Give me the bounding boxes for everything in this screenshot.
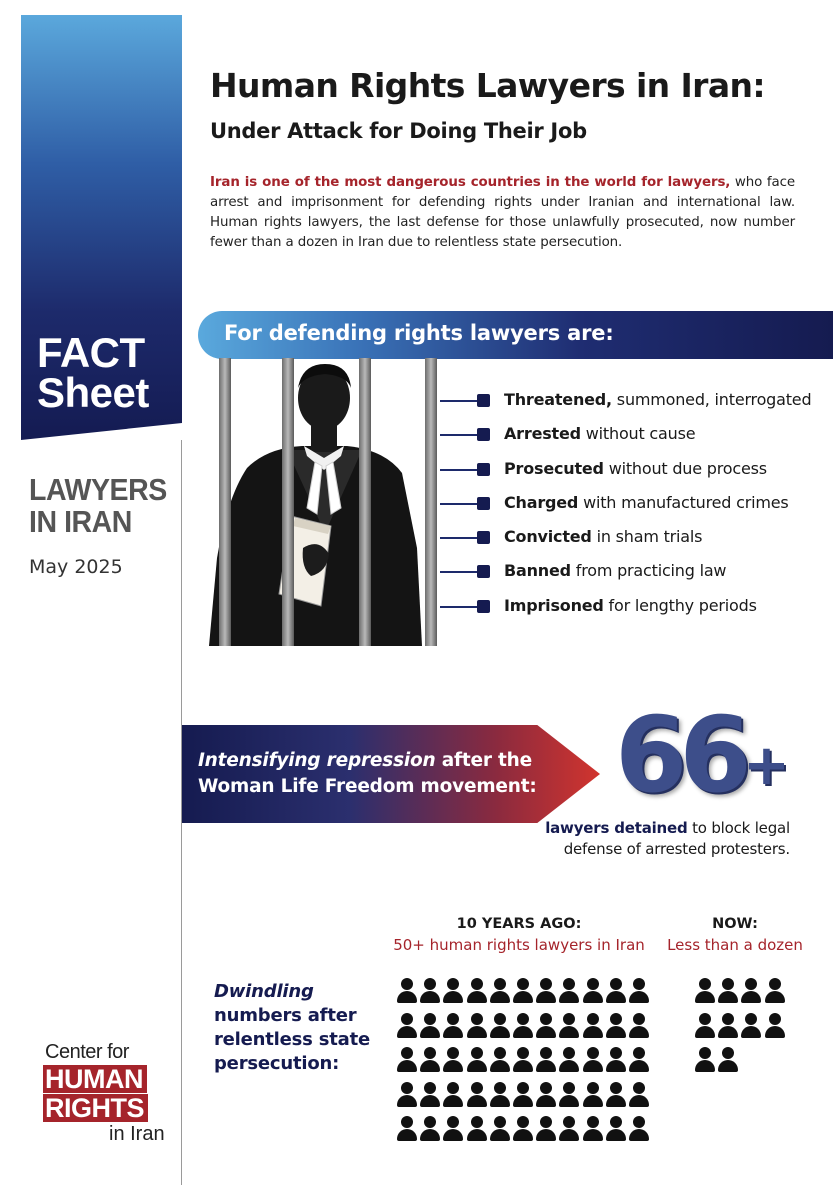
detained-caption: lawyers detained to block legal defense of arrested protesters. bbox=[545, 819, 790, 858]
bullet-square-icon bbox=[477, 497, 490, 510]
intro-highlight: Iran is one of the most dangerous countries in the world for lawyers, bbox=[210, 175, 731, 190]
detained-count-plus: + bbox=[743, 733, 790, 798]
person-icon bbox=[559, 976, 579, 1004]
chri-logo: Center for HUMAN RIGHTS in Iran bbox=[45, 1041, 165, 1145]
person-icon bbox=[490, 1011, 510, 1039]
persecution-item-charged: Charged with manufactured crimes bbox=[440, 491, 830, 525]
person-icon bbox=[606, 1045, 626, 1073]
bullet-square-icon bbox=[477, 600, 490, 613]
person-icon bbox=[443, 1011, 463, 1039]
person-icon bbox=[583, 1011, 603, 1039]
intro-paragraph bbox=[210, 173, 795, 253]
person-icon bbox=[443, 1114, 463, 1142]
person-icon bbox=[583, 1114, 603, 1142]
series-title: LAWYERS IN IRAN bbox=[29, 472, 167, 539]
now-lawyers-grid bbox=[695, 976, 788, 1080]
persecution-item-threatened: Threatened, summoned, interrogated bbox=[440, 388, 830, 422]
person-icon bbox=[536, 1045, 556, 1073]
person-icon bbox=[443, 976, 463, 1004]
person-icon bbox=[467, 1080, 487, 1108]
person-icon bbox=[420, 1045, 440, 1073]
person-icon bbox=[606, 1011, 626, 1039]
person-icon bbox=[629, 1080, 649, 1108]
person-icon bbox=[467, 1011, 487, 1039]
person-icon bbox=[467, 1114, 487, 1142]
person-icon bbox=[583, 1045, 603, 1073]
publication-date: May 2025 bbox=[29, 556, 123, 578]
person-icon bbox=[420, 1011, 440, 1039]
person-icon bbox=[629, 1114, 649, 1142]
person-icon bbox=[583, 976, 603, 1004]
person-icon bbox=[397, 976, 417, 1004]
person-icon bbox=[420, 976, 440, 1004]
person-icon bbox=[695, 1011, 715, 1039]
persecution-list bbox=[440, 388, 830, 628]
bullet-square-icon bbox=[477, 463, 490, 476]
person-icon bbox=[629, 1045, 649, 1073]
past-lawyers-grid bbox=[397, 976, 652, 1149]
fact-sheet-title: FACT Sheet bbox=[37, 329, 149, 416]
person-icon bbox=[420, 1080, 440, 1108]
persecution-item-arrested: Arrested without cause bbox=[440, 422, 830, 456]
person-icon bbox=[397, 1011, 417, 1039]
person-icon bbox=[606, 1080, 626, 1108]
person-icon bbox=[513, 1045, 533, 1073]
person-icon bbox=[606, 1114, 626, 1142]
person-icon bbox=[536, 1080, 556, 1108]
past-column-header: 10 YEARS AGO: 50+ human rights lawyers in Iran bbox=[393, 916, 645, 954]
dwindling-label: Dwindling numbers after relentless state persecution: bbox=[214, 981, 371, 1074]
person-icon bbox=[513, 1011, 533, 1039]
bullet-square-icon bbox=[477, 565, 490, 578]
person-icon bbox=[629, 1011, 649, 1039]
person-icon bbox=[559, 1045, 579, 1073]
person-icon bbox=[765, 976, 785, 1004]
person-icon bbox=[718, 976, 738, 1004]
detained-count: 66 bbox=[615, 694, 744, 816]
person-icon bbox=[397, 1045, 417, 1073]
person-icon bbox=[536, 976, 556, 1004]
person-icon bbox=[490, 1080, 510, 1108]
person-icon bbox=[536, 1114, 556, 1142]
person-icon bbox=[443, 1080, 463, 1108]
person-icon bbox=[606, 976, 626, 1004]
intro-rest: who face arrest and imprisonment for defending rights under Iranian and international law. Human rights lawyers, the last defense for those unlawfully prosecuted, now number fewer than a dozen in Iran due to relentless state persecution. bbox=[210, 175, 796, 250]
person-icon bbox=[583, 1080, 603, 1108]
person-icon bbox=[718, 1011, 738, 1039]
sidebar-divider bbox=[181, 440, 182, 1185]
person-icon bbox=[559, 1011, 579, 1039]
persecution-item-imprisoned: Imprisoned for lengthy periods bbox=[440, 594, 830, 628]
persecution-item-prosecuted: Prosecuted without due process bbox=[440, 457, 830, 491]
person-icon bbox=[513, 1114, 533, 1142]
bullet-square-icon bbox=[477, 394, 490, 407]
person-icon bbox=[467, 976, 487, 1004]
person-icon bbox=[741, 976, 761, 1004]
person-icon bbox=[397, 1114, 417, 1142]
bullet-square-icon bbox=[477, 531, 490, 544]
person-icon bbox=[695, 976, 715, 1004]
person-icon bbox=[536, 1011, 556, 1039]
person-icon bbox=[741, 1011, 761, 1039]
person-icon bbox=[397, 1080, 417, 1108]
persecution-item-convicted: Convicted in sham trials bbox=[440, 525, 830, 559]
persecution-item-banned: Banned from practicing law bbox=[440, 559, 830, 593]
person-icon bbox=[513, 1080, 533, 1108]
bullet-square-icon bbox=[477, 428, 490, 441]
repression-text: Intensifying repression after the Woman Life Freedom movement: bbox=[198, 750, 537, 797]
person-icon bbox=[718, 1045, 738, 1073]
person-icon bbox=[695, 1045, 715, 1073]
page-title: Human Rights Lawyers in Iran: bbox=[210, 66, 765, 105]
person-icon bbox=[490, 1114, 510, 1142]
person-icon bbox=[765, 1011, 785, 1039]
now-column-header: NOW: Less than a dozen bbox=[667, 916, 803, 954]
person-icon bbox=[559, 1080, 579, 1108]
defending-banner-label: For defending rights lawyers are: bbox=[224, 321, 614, 345]
jailed-lawyer-illustration bbox=[207, 358, 443, 646]
person-icon bbox=[443, 1045, 463, 1073]
person-icon bbox=[420, 1114, 440, 1142]
page-subtitle: Under Attack for Doing Their Job bbox=[210, 119, 587, 143]
person-icon bbox=[490, 976, 510, 1004]
person-icon bbox=[559, 1114, 579, 1142]
person-icon bbox=[513, 976, 533, 1004]
person-icon bbox=[629, 976, 649, 1004]
person-icon bbox=[490, 1045, 510, 1073]
person-icon bbox=[467, 1045, 487, 1073]
defending-banner bbox=[198, 311, 833, 359]
